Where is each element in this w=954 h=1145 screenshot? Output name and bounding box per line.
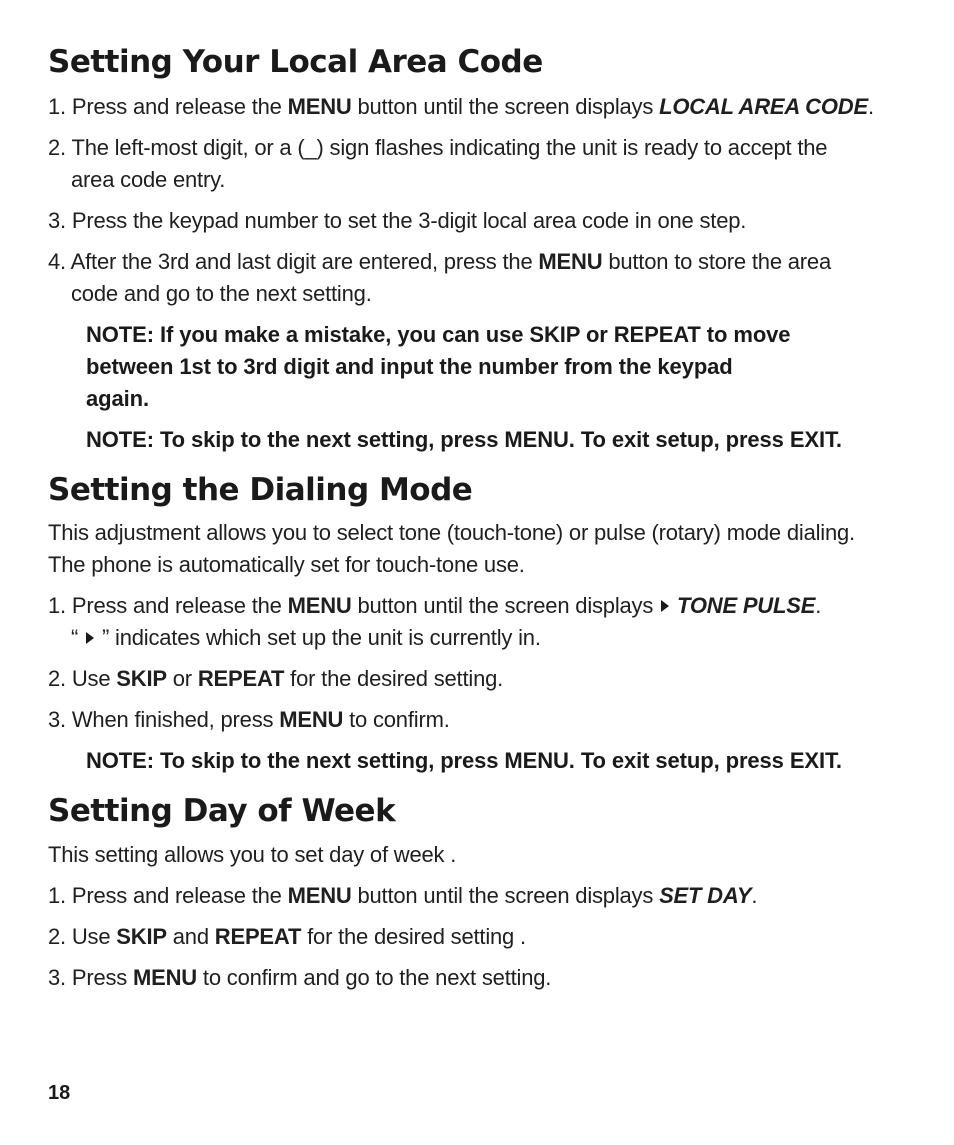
right-triangle-icon: [86, 632, 94, 644]
area-code-step-2: 2. The left-most digit, or a (_) sign flashes indicating the unit is ready to accept the: [48, 135, 828, 160]
dialing-intro-l2: The phone is automatically set for touch-tone use.: [48, 552, 525, 577]
area-code-step-4: 4. After the 3rd and last digit are entered, press the MENU button to store the area: [48, 249, 832, 274]
area-code-step-2-cont: area code entry.: [71, 167, 226, 192]
dialing-step-1: 1. Press and release the MENU button until the screen displays TONE PULSE.: [48, 593, 822, 618]
dialing-step-1-cont: “ ” indicates which set up the unit is currently in.: [71, 625, 541, 650]
day-step-3: 3. Press MENU to confirm and go to the next setting.: [48, 965, 552, 990]
dialing-intro-l1: This adjustment allows you to select tone (touch-tone) or pulse (rotary) mode dialing.: [48, 520, 855, 545]
heading-day-of-week: Setting Day of Week: [48, 793, 396, 829]
day-intro: This setting allows you to set day of week .: [48, 842, 457, 867]
heading-dialing-mode: Setting the Dialing Mode: [48, 472, 473, 508]
area-code-step-1: 1. Press and release the MENU button until the screen displays LOCAL AREA CODE.: [48, 94, 874, 119]
area-code-step-4-cont: code and go to the next setting.: [71, 281, 372, 306]
right-triangle-icon: [661, 600, 669, 612]
note-mistake-l2: between 1st to 3rd digit and input the number from the keypad: [86, 354, 733, 379]
dialing-step-2: 2. Use SKIP or REPEAT for the desired setting.: [48, 666, 504, 691]
heading-local-area-code: Setting Your Local Area Code: [48, 44, 543, 80]
note-skip-exit-1: NOTE: To skip to the next setting, press MENU. To exit setup, press EXIT.: [86, 427, 842, 452]
day-step-1: 1. Press and release the MENU button until the screen displays SET DAY.: [48, 883, 758, 908]
note-skip-exit-2: NOTE: To skip to the next setting, press MENU. To exit setup, press EXIT.: [86, 748, 842, 773]
area-code-step-3: 3. Press the keypad number to set the 3-digit local area code in one step.: [48, 208, 747, 233]
note-mistake-l3: again.: [86, 386, 149, 411]
note-mistake-l1: NOTE: If you make a mistake, you can use SKIP or REPEAT to move: [86, 322, 791, 347]
dialing-step-3: 3. When finished, press MENU to confirm.: [48, 707, 450, 732]
page-number: 18: [48, 1082, 71, 1104]
day-step-2: 2. Use SKIP and REPEAT for the desired setting .: [48, 924, 526, 949]
